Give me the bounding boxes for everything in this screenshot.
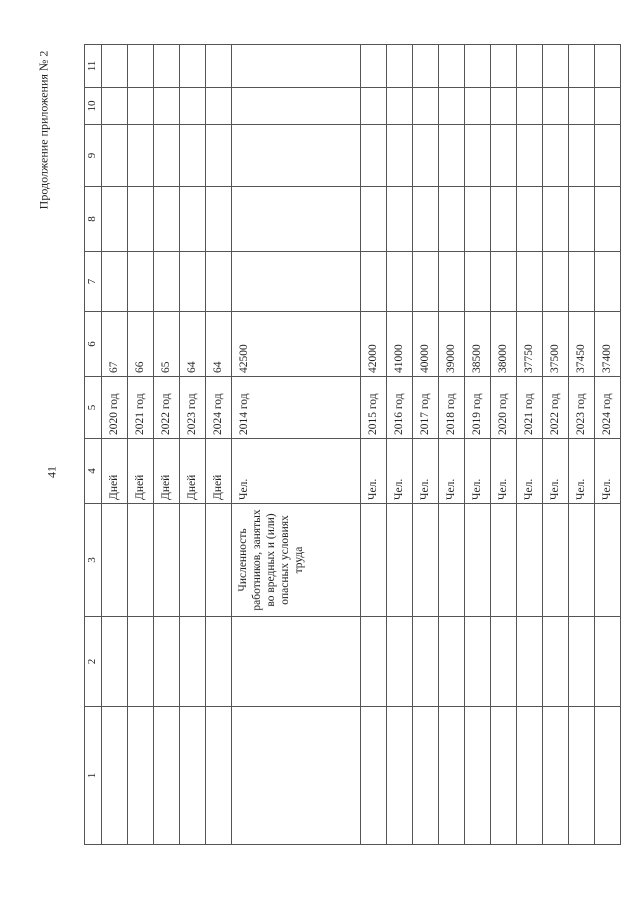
cell-col-8 [232,187,361,252]
cell-col-8 [128,187,154,252]
year-cell: 2020 год [102,377,128,439]
unit-cell: Дней [180,439,206,504]
cell-col-3 [465,504,491,617]
cell-col-11 [102,45,128,88]
cell-col-11 [128,45,154,88]
column-number: 3 [85,504,102,617]
cell-col-11 [517,45,543,88]
cell-col-9 [569,125,595,187]
column-number: 9 [85,125,102,187]
cell-col-1 [569,707,595,845]
unit-cell: Чел. [491,439,517,504]
table-row [595,45,621,845]
table-row [413,45,439,845]
cell-col-10 [206,88,232,125]
cell-col-10 [180,88,206,125]
cell-col-10 [232,88,361,125]
cell-col-1 [387,707,413,845]
cell-col-8 [206,187,232,252]
year-cell: 2023 год [569,377,595,439]
cell-col-2 [361,617,387,707]
cell-col-7 [465,252,491,312]
table-row [361,45,387,845]
table-row [206,45,232,845]
year-cell: 2021 год [517,377,543,439]
cell-col-8 [102,187,128,252]
unit-cell: Чел. [439,439,465,504]
column-number: 6 [85,312,102,377]
cell-col-7 [232,252,361,312]
data-table [84,44,621,845]
cell-col-8 [413,187,439,252]
cell-col-9 [128,125,154,187]
value-cell: 41000 [387,312,413,377]
column-number: 11 [85,45,102,88]
cell-col-3 [361,504,387,617]
unit-cell: Дней [206,439,232,504]
cell-col-11 [439,45,465,88]
cell-col-11 [569,45,595,88]
cell-col-1 [180,707,206,845]
unit-cell: Чел. [543,439,569,504]
cell-col-8 [154,187,180,252]
table-row [569,45,595,845]
unit-cell: Дней [154,439,180,504]
cell-col-8 [180,187,206,252]
cell-col-1 [206,707,232,845]
cell-col-8 [439,187,465,252]
cell-col-3 [517,504,543,617]
table-wrapper [84,45,613,845]
cell-col-10 [361,88,387,125]
value-cell: 64 [180,312,206,377]
unit-cell: Чел. [595,439,621,504]
cell-col-11 [387,45,413,88]
cell-col-9 [154,125,180,187]
cell-col-1 [543,707,569,845]
cell-col-2 [517,617,543,707]
year-cell: 2017 год [413,377,439,439]
cell-col-9 [387,125,413,187]
column-number: 8 [85,187,102,252]
unit-cell: Чел. [361,439,387,504]
cell-col-1 [154,707,180,845]
table-body [85,45,621,845]
year-cell: 2022 год [543,377,569,439]
cell-col-7 [180,252,206,312]
indicator-name: Численность работников, занятых во вредных и (или) опасных условиях труда [232,504,361,617]
cell-col-2 [543,617,569,707]
cell-col-10 [569,88,595,125]
cell-col-1 [595,707,621,845]
cell-col-1 [361,707,387,845]
cell-col-7 [413,252,439,312]
cell-col-1 [128,707,154,845]
cell-col-2 [387,617,413,707]
cell-col-11 [180,45,206,88]
cell-col-1 [491,707,517,845]
cell-col-3 [180,504,206,617]
cell-col-2 [128,617,154,707]
cell-col-2 [154,617,180,707]
unit-cell: Чел. [569,439,595,504]
cell-col-1 [413,707,439,845]
cell-col-7 [543,252,569,312]
cell-col-2 [439,617,465,707]
year-cell: 2022 год [154,377,180,439]
cell-col-11 [206,45,232,88]
cell-col-2 [102,617,128,707]
year-cell: 2019 год [465,377,491,439]
continuation-note: Продолжение приложения № 2 [36,50,51,210]
cell-col-7 [439,252,465,312]
cell-col-1 [232,707,361,845]
unit-cell: Чел. [232,439,361,504]
table-row [128,45,154,845]
column-number: 10 [85,88,102,125]
cell-col-3 [569,504,595,617]
cell-col-2 [569,617,595,707]
cell-col-1 [517,707,543,845]
cell-col-11 [413,45,439,88]
unit-cell: Чел. [517,439,543,504]
table-row [543,45,569,845]
cell-col-11 [465,45,491,88]
value-cell: 67 [102,312,128,377]
year-cell: 2014 год [232,377,361,439]
year-cell: 2015 год [361,377,387,439]
column-number: 1 [85,707,102,845]
cell-col-11 [154,45,180,88]
unit-cell: Чел. [413,439,439,504]
column-number: 2 [85,617,102,707]
cell-col-2 [595,617,621,707]
cell-col-8 [517,187,543,252]
cell-col-7 [361,252,387,312]
cell-col-11 [543,45,569,88]
cell-col-8 [543,187,569,252]
cell-col-9 [361,125,387,187]
table-row [439,45,465,845]
cell-col-10 [387,88,413,125]
column-number: 7 [85,252,102,312]
cell-col-8 [491,187,517,252]
table-row [154,45,180,845]
cell-col-8 [569,187,595,252]
cell-col-10 [102,88,128,125]
year-cell: 2021 год [128,377,154,439]
table-row [387,45,413,845]
cell-col-10 [128,88,154,125]
value-cell: 42500 [232,312,361,377]
cell-col-11 [232,45,361,88]
cell-col-9 [102,125,128,187]
unit-cell: Чел. [465,439,491,504]
cell-col-11 [595,45,621,88]
cell-col-7 [128,252,154,312]
cell-col-3 [439,504,465,617]
cell-col-7 [102,252,128,312]
indicator-row [232,45,361,845]
unit-cell: Чел. [387,439,413,504]
cell-col-11 [491,45,517,88]
cell-col-3 [154,504,180,617]
value-cell: 38500 [465,312,491,377]
column-number: 4 [85,439,102,504]
value-cell: 42000 [361,312,387,377]
cell-col-7 [491,252,517,312]
value-cell: 65 [154,312,180,377]
cell-col-3 [491,504,517,617]
cell-col-10 [543,88,569,125]
cell-col-10 [491,88,517,125]
value-cell: 37500 [543,312,569,377]
cell-col-2 [232,617,361,707]
year-cell: 2024 год [206,377,232,439]
cell-col-10 [154,88,180,125]
cell-col-2 [413,617,439,707]
table-row [465,45,491,845]
table-row [180,45,206,845]
cell-col-7 [595,252,621,312]
cell-col-8 [595,187,621,252]
value-cell: 37400 [595,312,621,377]
cell-col-3 [206,504,232,617]
page-number: 41 [44,466,59,478]
year-cell: 2016 год [387,377,413,439]
column-number: 5 [85,377,102,439]
cell-col-1 [465,707,491,845]
table-row [517,45,543,845]
cell-col-2 [206,617,232,707]
cell-col-9 [439,125,465,187]
cell-col-10 [517,88,543,125]
table-row [491,45,517,845]
cell-col-8 [465,187,491,252]
cell-col-3 [543,504,569,617]
value-cell: 64 [206,312,232,377]
cell-col-1 [439,707,465,845]
cell-col-9 [232,125,361,187]
cell-col-10 [465,88,491,125]
cell-col-9 [491,125,517,187]
cell-col-9 [465,125,491,187]
cell-col-9 [180,125,206,187]
cell-col-9 [517,125,543,187]
cell-col-3 [595,504,621,617]
cell-col-7 [154,252,180,312]
cell-col-3 [102,504,128,617]
column-number-row [85,45,102,845]
cell-col-9 [206,125,232,187]
cell-col-10 [439,88,465,125]
cell-col-9 [543,125,569,187]
cell-col-10 [413,88,439,125]
cell-col-2 [465,617,491,707]
cell-col-3 [128,504,154,617]
unit-cell: Дней [102,439,128,504]
cell-col-7 [206,252,232,312]
cell-col-8 [361,187,387,252]
cell-col-11 [361,45,387,88]
value-cell: 40000 [413,312,439,377]
cell-col-1 [102,707,128,845]
cell-col-2 [180,617,206,707]
cell-col-3 [413,504,439,617]
cell-col-7 [517,252,543,312]
table-row [102,45,128,845]
year-cell: 2020 год [491,377,517,439]
cell-col-9 [595,125,621,187]
value-cell: 37750 [517,312,543,377]
value-cell: 37450 [569,312,595,377]
year-cell: 2023 год [180,377,206,439]
cell-col-7 [569,252,595,312]
cell-col-3 [387,504,413,617]
cell-col-7 [387,252,413,312]
cell-col-9 [413,125,439,187]
value-cell: 38000 [491,312,517,377]
value-cell: 39000 [439,312,465,377]
year-cell: 2024 год [595,377,621,439]
cell-col-10 [595,88,621,125]
cell-col-8 [387,187,413,252]
cell-col-2 [491,617,517,707]
year-cell: 2018 год [439,377,465,439]
value-cell: 66 [128,312,154,377]
unit-cell: Дней [128,439,154,504]
